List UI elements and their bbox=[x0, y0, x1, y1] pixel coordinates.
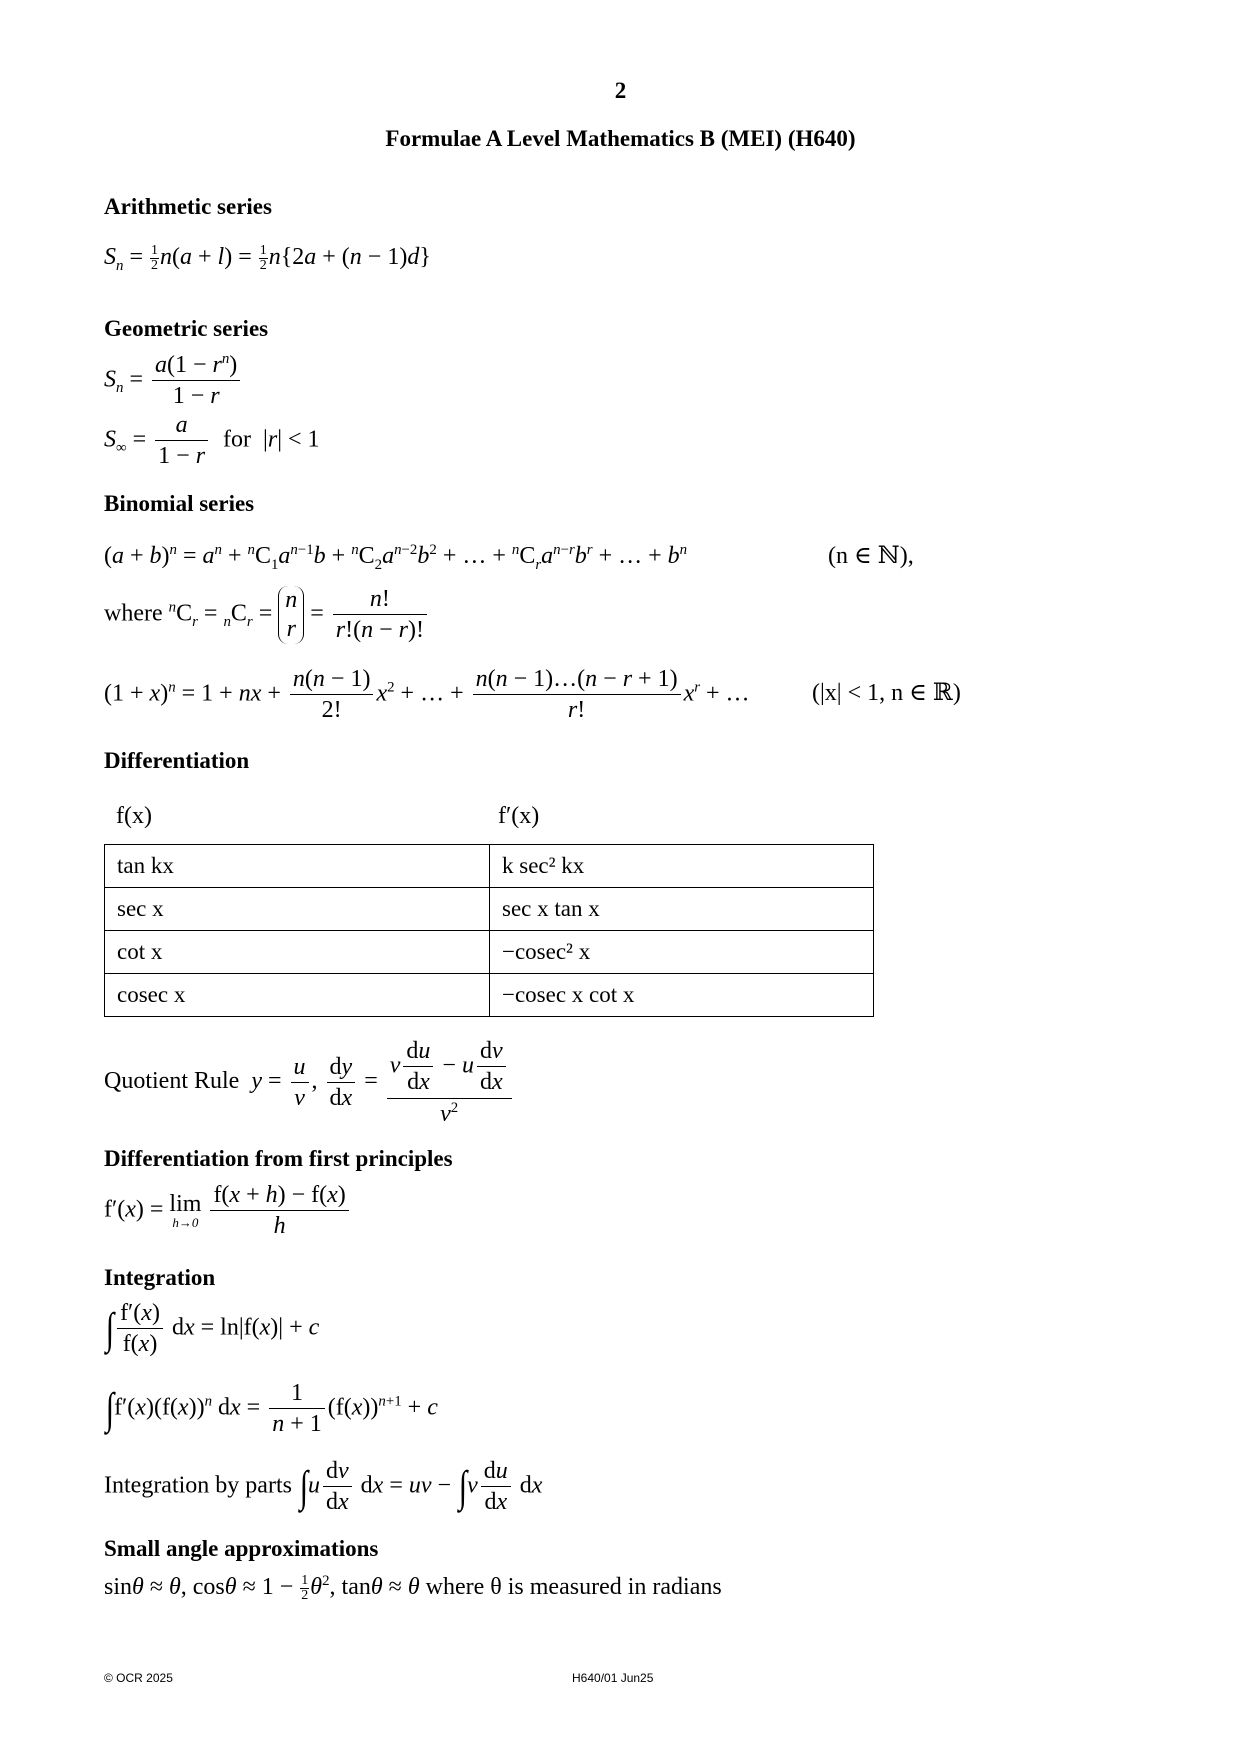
formula-binomial-general: $(1 + x)^n = 1$ + nx + $\frac{n(n - 1)}{2!}$ $x^2$ + … + $\frac{n(n - 1)\dots(n - r + 1)}{r!}$ $x^r$ + … bbox=[104, 666, 750, 724]
heading-first-principles: Differentiation from first principles bbox=[104, 1146, 453, 1171]
formula-first-principles: f′(x) = lim h→0 $\frac{f(x + h) - f(x)}{h}$ bbox=[104, 1182, 352, 1240]
for-text: for bbox=[223, 426, 252, 453]
table-cell: cosec x bbox=[105, 974, 490, 1017]
heading-integration: Integration bbox=[104, 1265, 216, 1290]
integration-by-parts-label: Integration by parts bbox=[104, 1472, 292, 1499]
formula-geometric-infinite: $S_\infty$ = $\frac{a}{1 - r}$ for |r| < 1 bbox=[104, 412, 320, 470]
page-number: 2 bbox=[614, 78, 627, 103]
differentiation-table bbox=[104, 844, 874, 1017]
formula-integral-power: $\int f'(x)(f(x))^n$ dx = $\frac{1}{n + 1}$ $(f(x))^{n+1} + c$ bbox=[105, 1380, 438, 1438]
table-row bbox=[105, 888, 874, 931]
formula-small-angle: sinθ ≈ θ, cosθ ≈ 1 − $\frac{1}{2}$ $\theta^2$, tanθ ≈ θ where θ is measured in radians bbox=[104, 1573, 722, 1603]
heading-geometric-series: Geometric series bbox=[104, 316, 269, 341]
formula-quotient-rule: Quotient Rule y = $\frac{u}{v}$ , $\frac{dy}{dx}$ = v $\frac{du}{dx}$ − u $\frac{dv}{dx}$ $v^2$ bbox=[104, 1038, 515, 1127]
table-cell: sec x tan x bbox=[490, 888, 874, 931]
where-text: where bbox=[104, 600, 163, 627]
quotient-rule-label: Quotient Rule bbox=[104, 1068, 240, 1095]
footer-copyright: © OCR 2025 bbox=[104, 1671, 173, 1685]
formula-integral-log: ∫ $\frac{f'(x)}{f(x)}$ dx = ln|f(x)| + c bbox=[105, 1300, 320, 1358]
condition-n-natural: (n ∈ ℕ), bbox=[828, 543, 914, 569]
formula-arithmetic-sum: $S_n$ = $\frac{1}{2}$ n(a + l) = $\frac{1}{2}$ n{2a + (n − 1)d} bbox=[104, 243, 431, 274]
table-header-fprime: f′(x) bbox=[498, 803, 540, 829]
footer-paper-code: H640/01 Jun25 bbox=[572, 1671, 654, 1685]
formula-integration-by-parts: Integration by parts ∫u $\frac{dv}{dx}$ dx = uv − ∫v $\frac{du}{dx}$ dx bbox=[104, 1458, 543, 1516]
table-cell: cot x bbox=[105, 931, 490, 974]
page-title: Formulae A Level Mathematics B (MEI) (H640) bbox=[385, 126, 856, 151]
small-angle-tail: where θ is measured in radians bbox=[425, 1574, 722, 1601]
table-cell: −cosec² x bbox=[490, 931, 874, 974]
table-cell: −cosec x cot x bbox=[490, 974, 874, 1017]
table-row bbox=[105, 845, 874, 888]
formula-binomial-coefficient: where $^nC_r = _nC_r$ = n r = $\frac{n!}{r!(n - r)!}$ bbox=[104, 586, 430, 644]
table-cell: tan kx bbox=[105, 845, 490, 888]
formula-binomial-expansion: $(a + b)^n = a^n + ^nC_1a^{n-1}b + ^nC_2a^{n-2}b^2$ + … + $^nC_ra^{n-r}b^r$ + … + $b^n$ bbox=[104, 542, 688, 573]
heading-arithmetic-series: Arithmetic series bbox=[104, 194, 272, 219]
table-row bbox=[105, 931, 874, 974]
table-cell: k sec² kx bbox=[490, 845, 874, 888]
heading-small-angle: Small angle approximations bbox=[104, 1536, 379, 1561]
formula-geometric-sum: $S_n$ = $\frac{a(1 - r^n)}{1 - r}$ bbox=[104, 352, 243, 410]
heading-binomial-series: Binomial series bbox=[104, 491, 255, 516]
condition-x-real: (|x| < 1, n ∈ ℝ) bbox=[812, 680, 961, 706]
heading-differentiation: Differentiation bbox=[104, 748, 250, 773]
table-row bbox=[105, 974, 874, 1017]
table-header-fx: f(x) bbox=[116, 803, 152, 829]
table-cell: sec x bbox=[105, 888, 490, 931]
